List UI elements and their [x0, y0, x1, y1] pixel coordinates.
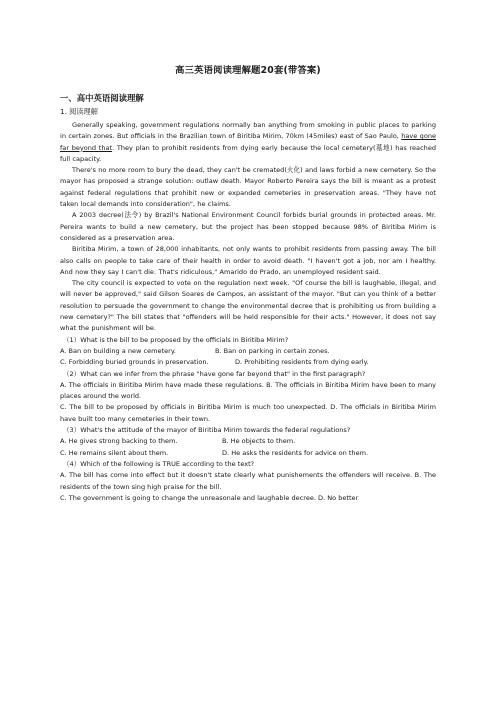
- paragraph-1-part-a: Generally speaking, government regulations normally ban anything from smoking in public places to parking in certain zones. But officials in the Brazilian town of Biritiba Mirim, 70km (45miles) east of Sao Paulo,: [60, 121, 436, 141]
- question-2: （2）What can we infer from the phrase "have gone far beyond that" in the first paragraph?: [63, 369, 366, 378]
- question-4-options-ab: A. The bill has come into effect but it doesn't state clearly what punishements the offenders will receive. B. The residents of the town sing high praise for the bill.: [60, 471, 436, 491]
- option-1b: B. Ban on parking in certain zones.: [215, 346, 330, 355]
- question-4: （4）Which of the following is TRUE according to the text?: [63, 459, 255, 468]
- option-3b: B. He objects to them.: [222, 437, 296, 446]
- option-3a: A. He gives strong backing to them.: [60, 437, 178, 446]
- option-1c: C. Forbidding buried grounds in preservation.: [60, 358, 209, 367]
- option-1a: A. Ban on building a new cemetery.: [60, 346, 176, 355]
- paragraph-1-part-b: . They plan to prohibit residents from dying early because the local cemetery(墓地) has reached full capacity.: [60, 143, 437, 163]
- option-3d: D. He asks the residents for advice on them.: [222, 448, 369, 457]
- question-subheading: [60, 107, 436, 117]
- question-2-options-cd: C. The bill to be proposed by officials in Biritiba Mirim is much too unexpected. D. The officials in Biritiba Mirim have built too many cemeteries in their town.: [60, 403, 436, 423]
- question-1: （1）What is the bill to be proposed by the officials in Biritiba Mirim?: [63, 335, 289, 344]
- question-4-options-cd: C. The government is going to change the unreasonale and laughable decree. D. No better: [60, 493, 359, 502]
- document-title: 高三英语阅读理解题20套(带答案): [175, 65, 321, 76]
- question-type-label: 阅读理解: [69, 107, 98, 116]
- passage-paragraph-5: The city council is expected to vote on the regulation next week. "Of course the bill is laughable, illegal, and will never be approved," said Gilson Soares de Campos, an assistant of the mayor. "But can you think of a better resolution to persuade the government to change the environmental decree that is prohibiting us from building a new cemetery?" The bill states that "offenders will be held responsible for their acts." However, it does not say what the punishment will be.: [60, 279, 436, 333]
- option-3c: C. He remains silent about them.: [60, 448, 169, 457]
- passage-paragraph-1: [60, 120, 436, 165]
- question-2-options-ab: A. The officials in Biritiba Mirim have made these regulations. B. The officials in Biritiba Mirim have been to many places around the world.: [60, 380, 436, 401]
- question-3-options-row-1: [60, 436, 436, 447]
- option-1d: D. Prohibiting residents from dying early.: [235, 358, 369, 367]
- question-1-options-row-2: [60, 357, 436, 368]
- section-heading: 一、高中英语阅读理解: [60, 93, 144, 103]
- underlined-phrase: have gone far beyond that: [60, 132, 437, 152]
- question-3-options-row-2: [60, 448, 436, 459]
- document-page: [60, 62, 436, 504]
- question-number: 1.: [60, 107, 67, 116]
- question-1-options-row-1: [60, 346, 436, 357]
- passage-paragraph-3: A 2003 decree(法令) by Brazil's National Environment Council forbids burial grounds in protected areas. Mr. Pereira wants to build a new cemetery, but the project has been stopped because 98% of Biritiba Mirim is considered as a preservation area.: [60, 211, 436, 242]
- passage-paragraph-4: Biritiba Mirim, a town of 28,000 inhabitants, not only wants to prohibit residents from passing away. The bill also calls on people to take care of their health in order to avoid death. "I haven't got a job, nor am I healthy. And now they say I can't die. That's ridiculous," Amarido do Prado, an unemployed resident said.: [60, 245, 436, 276]
- question-3: （3）What's the attitude of the mayor of Biritiba Mirim towards the federal regulations?: [63, 426, 351, 435]
- passage-paragraph-2: There's no more room to bury the dead, they can't be cremated(火化) and laws forbid a new cemetery. So the mayor has proposed a strange solution: outlaw death. Mayor Roberto Pereira says the bill is meant as a protest against federal regulations that prohibit new or expanded cemeteries in preservation areas. "They have not taken local demands into consideration", he claims.: [60, 166, 436, 209]
